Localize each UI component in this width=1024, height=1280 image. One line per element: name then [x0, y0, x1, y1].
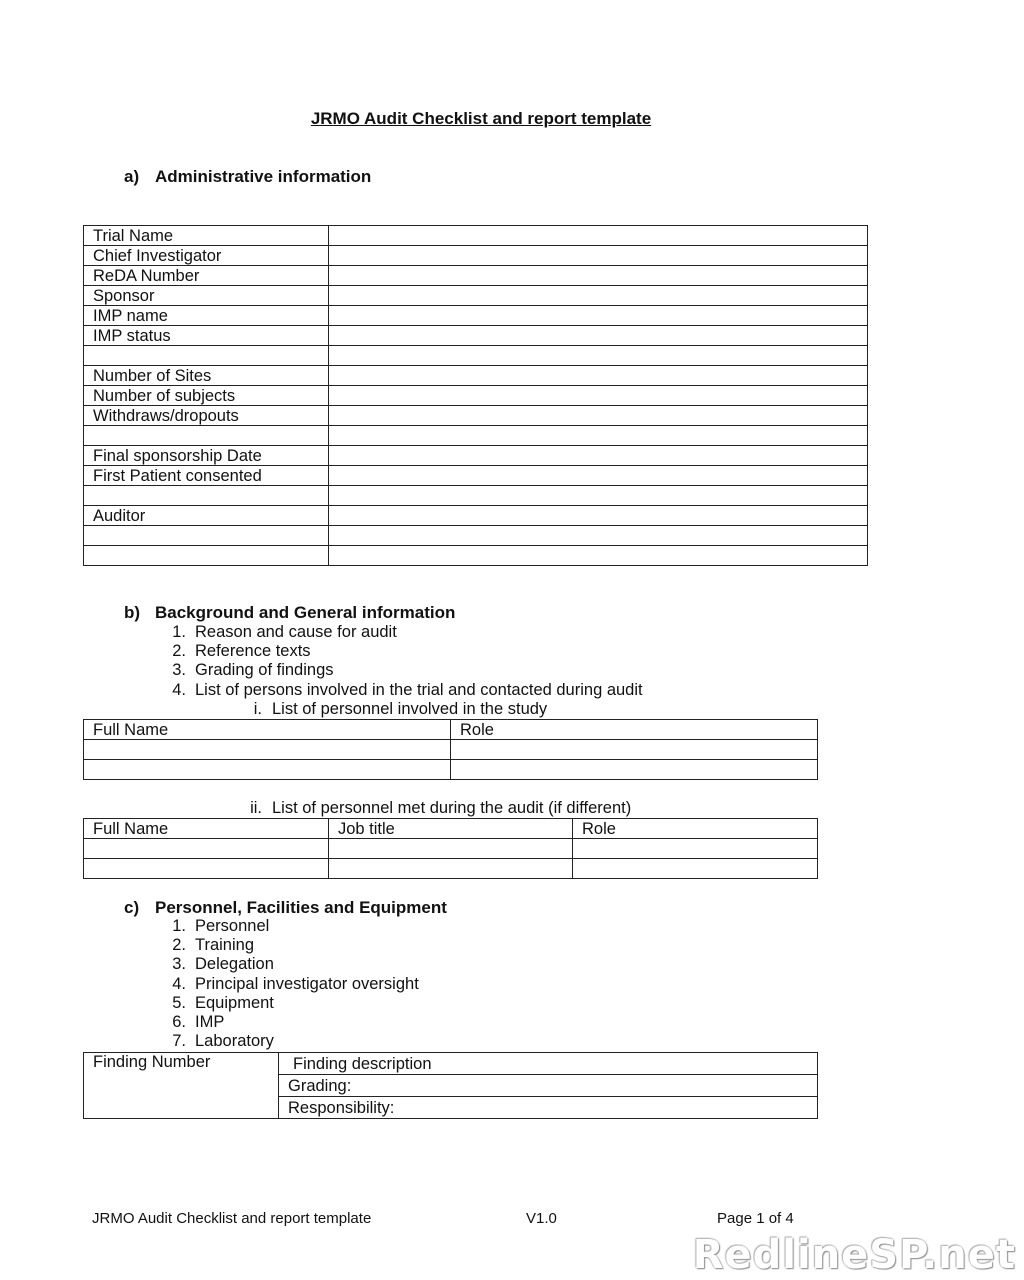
finding-number-cell: Finding Number — [84, 1053, 279, 1119]
section-a-letter: a) — [124, 167, 140, 186]
footer-page-number: Page 1 of 4 — [717, 1210, 794, 1227]
grading-cell: Grading: — [279, 1075, 818, 1097]
list-item: 3. Grading of findings — [172, 661, 334, 680]
table-row — [84, 839, 818, 859]
table-row — [84, 426, 868, 446]
list-item: 1. Personnel — [172, 917, 270, 935]
table-row — [84, 526, 868, 546]
table-row — [84, 246, 868, 266]
personnel-study-table — [83, 719, 818, 780]
personnel-met-table — [83, 818, 818, 879]
list-item: 4. List of persons involved in the trial and contacted during audit — [172, 680, 643, 699]
section-b-letter: b) — [124, 603, 141, 622]
field-label — [84, 546, 329, 566]
field-value — [329, 506, 868, 526]
table-row — [84, 386, 868, 406]
list-item: 4. Principal investigator oversight — [172, 974, 419, 993]
list-item: 1. Reason and cause for audit — [172, 623, 397, 641]
field-value — [329, 346, 868, 366]
field-value — [329, 326, 868, 346]
table-row — [84, 446, 868, 466]
field-label: Number of Sites — [84, 366, 329, 386]
sub-item-personnel-met: ii. List of personnel met during the audit (if different) — [250, 799, 632, 817]
list-item: 6. IMP — [172, 1012, 225, 1031]
section-b-heading — [124, 603, 455, 623]
list-item: 7. Laboratory — [172, 1032, 274, 1051]
table-row — [84, 286, 868, 306]
table-row — [84, 546, 868, 566]
section-c-title: Personnel, Facilities and Equipment — [155, 898, 447, 917]
field-label: Auditor — [84, 506, 329, 526]
section-b-title: Background and General information — [155, 603, 456, 622]
field-value — [329, 386, 868, 406]
field-label: IMP status — [84, 326, 329, 346]
field-value — [329, 486, 868, 506]
field-label: ReDA Number — [84, 266, 329, 286]
finding-table — [83, 1052, 818, 1119]
table-row — [84, 506, 868, 526]
table-row — [84, 306, 868, 326]
watermark-logo: RedlineSP.net — [692, 1232, 1016, 1278]
table-row — [84, 266, 868, 286]
background-list — [155, 623, 643, 700]
section-c-letter: c) — [124, 898, 140, 917]
field-label — [84, 486, 329, 506]
table-row — [84, 486, 868, 506]
table-row — [84, 346, 868, 366]
field-value — [329, 446, 868, 466]
column-header: Full Name — [84, 720, 451, 740]
field-value — [329, 246, 868, 266]
field-value — [329, 306, 868, 326]
field-label — [84, 346, 329, 366]
footer-version: V1.0 — [526, 1210, 557, 1227]
field-label: Trial Name — [84, 226, 329, 246]
list-item: 2. Reference texts — [172, 642, 311, 661]
table-row — [84, 366, 868, 386]
document-title: JRMO Audit Checklist and report template — [310, 109, 652, 128]
table-header-row — [84, 720, 818, 740]
field-label: IMP name — [84, 306, 329, 326]
table-row — [84, 226, 868, 246]
field-label — [84, 426, 329, 446]
table-row — [84, 406, 868, 426]
table-row — [84, 326, 868, 346]
field-value — [329, 526, 868, 546]
finding-description-cell: Finding description — [279, 1053, 818, 1075]
field-value — [329, 226, 868, 246]
column-header: Full Name — [84, 819, 329, 839]
field-value — [329, 466, 868, 486]
sub-item-personnel-study: i. List of personnel involved in the study — [253, 700, 548, 718]
column-header: Job title — [329, 819, 573, 839]
list-item: 2. Training — [172, 936, 254, 955]
field-value — [329, 286, 868, 306]
field-label: Number of subjects — [84, 386, 329, 406]
field-label: Chief Investigator — [84, 246, 329, 266]
footer-document-name: JRMO Audit Checklist and report template — [92, 1210, 372, 1227]
list-item: 3. Delegation — [172, 955, 274, 974]
section-a-heading — [124, 167, 371, 187]
table-header-row — [84, 819, 818, 839]
column-header: Role — [451, 720, 818, 740]
field-label: First Patient consented — [84, 466, 329, 486]
field-value — [329, 366, 868, 386]
section-c-heading — [124, 898, 447, 918]
field-value — [329, 266, 868, 286]
field-label: Final sponsorship Date — [84, 446, 329, 466]
table-row — [84, 466, 868, 486]
administrative-info-table — [83, 225, 868, 566]
field-value — [329, 426, 868, 446]
field-value — [329, 406, 868, 426]
column-header: Role — [573, 819, 818, 839]
field-label: Withdraws/dropouts — [84, 406, 329, 426]
list-item: 5. Equipment — [172, 993, 274, 1012]
table-row — [84, 760, 818, 780]
field-label: Sponsor — [84, 286, 329, 306]
field-value — [329, 546, 868, 566]
table-row — [84, 740, 818, 760]
field-label — [84, 526, 329, 546]
personnel-facilities-list — [155, 917, 419, 1051]
table-row — [84, 859, 818, 879]
responsibility-cell: Responsibility: — [279, 1097, 818, 1119]
section-a-title: Administrative information — [155, 167, 372, 186]
